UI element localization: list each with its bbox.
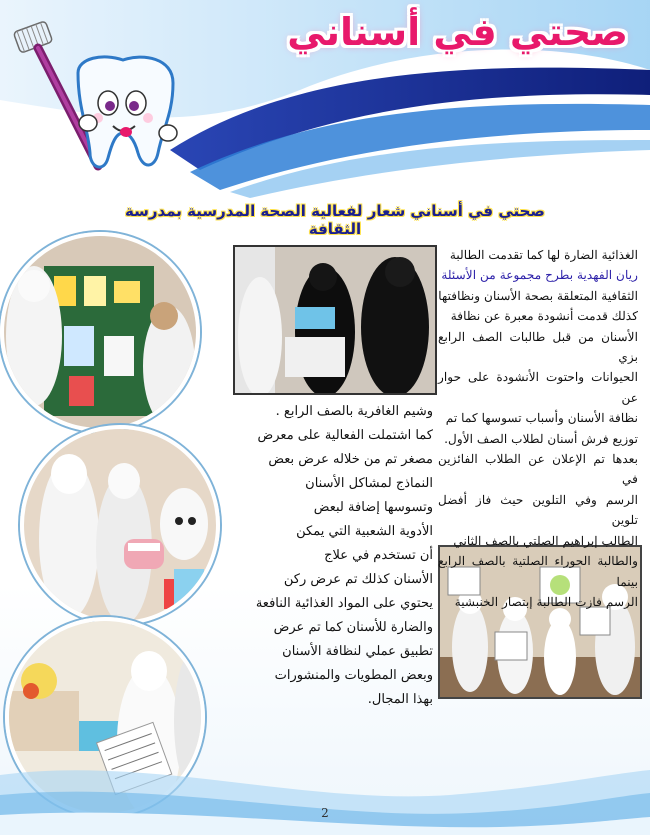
paragraph-line: بعدها تم الإعلان عن الطلاب الفائزين في	[438, 452, 638, 487]
tooth-mascot-icon	[8, 18, 198, 188]
article-column-right	[438, 245, 638, 612]
paragraph-line: وتسوسها إضافة لبعض	[313, 500, 433, 515]
paragraph-line: الثقافية المتعلقة بصحة الأسنان ونظافتها	[438, 288, 638, 303]
paragraph-line: الرسم فازت الطالبة إبتصار الخنبشية	[454, 594, 638, 609]
paragraph-line: الأدوية الشعبية التي يمكن	[296, 524, 433, 539]
paragraph-line: والضارة للأسنان كما تم عرض	[273, 620, 433, 635]
paragraph-line: الأسنان من قبل طالبات الصف الرابع بزي	[438, 329, 638, 365]
page-title: صحتي في أسناني	[287, 10, 628, 54]
paragraph-line: ريان الفهدية بطرح مجموعة من الأسئلة	[441, 268, 638, 283]
article-subtitle: صحتي في أسناني شعار لفعالية الصحة المدرسية بمدرسة الثقافة	[125, 202, 545, 238]
paragraph-line: كذلك قدمت أنشودة معبرة عن نظافة	[450, 309, 638, 324]
paragraph-line: وبعض المطويات والمنشورات	[274, 668, 433, 683]
paragraph-line: كما اشتملت الفعالية على معرض	[257, 428, 433, 443]
photo-teeth-models	[20, 425, 220, 625]
paragraph-line: مصغر تم من خلاله عرض بعض	[268, 452, 433, 467]
paragraph-line: وشيم الغافرية بالصف الرابع .	[275, 404, 433, 419]
page-number: 2	[321, 806, 329, 820]
paragraph-line: النماذج لمشاكل الأسنان	[305, 476, 433, 491]
article-column-middle	[215, 400, 433, 712]
paragraph-line: أن تستخدم في علاج	[324, 548, 433, 563]
paragraph-line: الحيوانات واحتوت الأنشودة على حوار عن	[438, 370, 638, 405]
footer-waves	[0, 735, 650, 835]
paragraph-line: الطالب إبراهيم الصلتي بالصف الثاني	[453, 533, 638, 548]
paragraph-line: والطالبة الحوراء الصلتية بالصف الرابع بينما	[438, 554, 638, 589]
paragraph-line: نظافة الأسنان وأسباب تسوسها كما تم	[445, 411, 638, 426]
paragraph-line: الغذائية الضارة لها كما تقدمت الطالبة	[449, 248, 638, 262]
paragraph-line: الرسم وفي التلوين حيث فاز أفضل تلوين	[438, 492, 638, 528]
photo-exhibition-board	[0, 232, 200, 432]
photo-students-top	[233, 245, 437, 395]
paragraph-line: يحتوي على المواد الغذائية النافعة	[255, 596, 433, 611]
paragraph-line: تطبيق عملي لنظافة الأسنان	[282, 644, 433, 659]
paragraph-line: بهذا المجال.	[367, 692, 433, 707]
paragraph-line: الأسنان كذلك تم عرض ركن	[283, 572, 433, 587]
paragraph-line: توزيع فرش أسنان لطلاب الصف الأول.	[444, 431, 638, 446]
